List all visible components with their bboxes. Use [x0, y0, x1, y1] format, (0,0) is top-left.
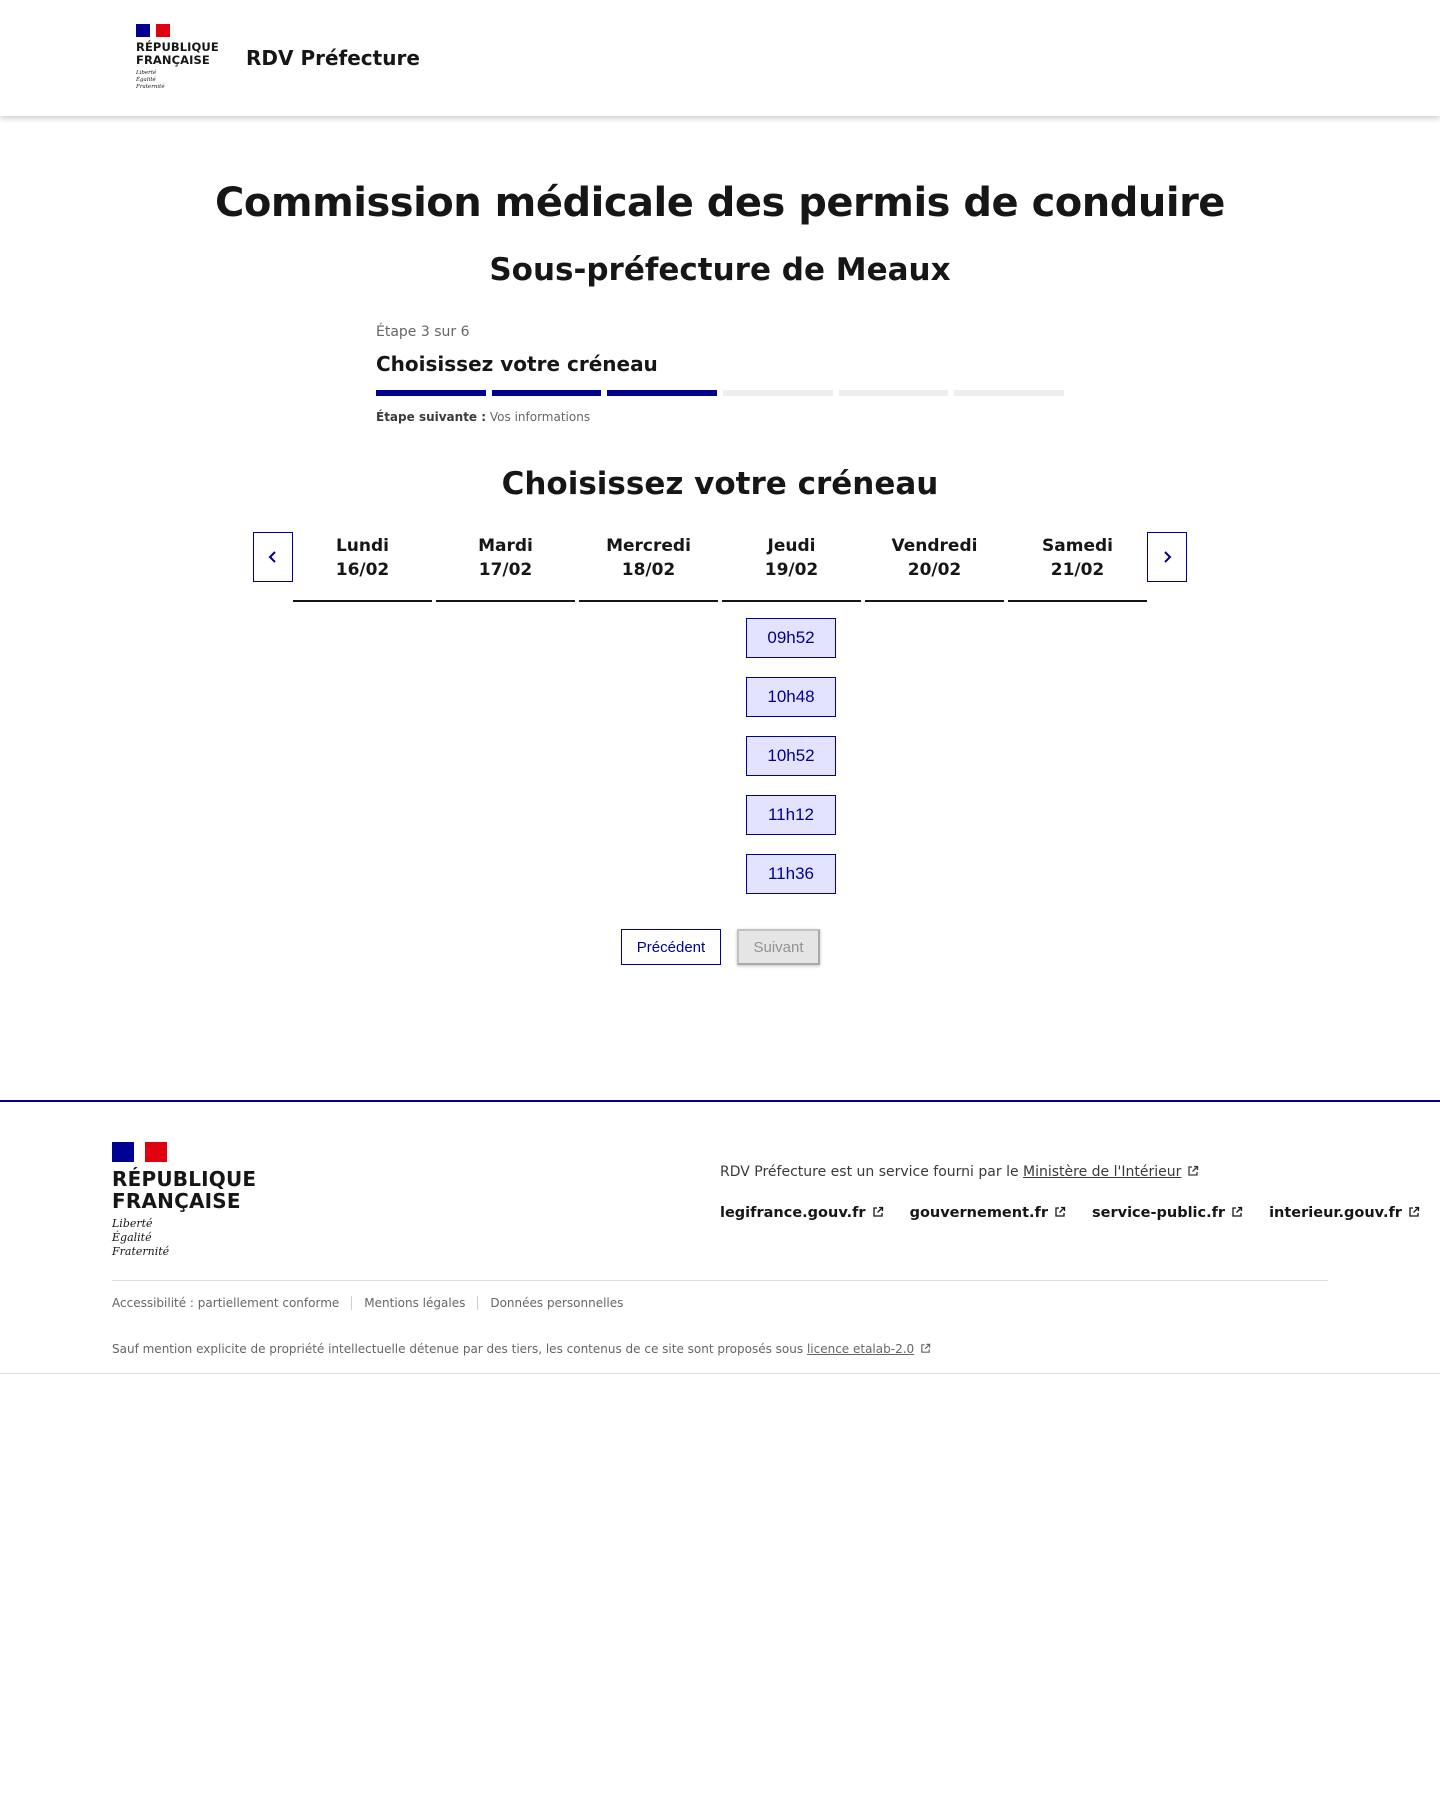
time-slot-button[interactable]: 09h52 [746, 618, 836, 658]
footer-bottom-link[interactable]: Accessibilité : partiellement conforme [112, 1296, 340, 1310]
day-date: 18/02 [621, 560, 676, 580]
step-next-label: Étape suivante : [376, 410, 487, 424]
page-subtitle: Sous-préfecture de Meaux [489, 252, 951, 288]
day-header [722, 532, 861, 602]
day-date: 17/02 [478, 560, 533, 580]
chevron-right-icon [1160, 550, 1174, 564]
step-bar-segment [839, 390, 949, 396]
calendar-prev-button[interactable] [253, 532, 293, 582]
time-slots-column [746, 618, 836, 913]
footer-gov-link[interactable]: service-public.fr [1092, 1205, 1243, 1221]
footer-logo-text: RÉPUBLIQUE FRANÇAISE [112, 1167, 257, 1213]
step-bar-segment [607, 390, 717, 396]
day-date: 16/02 [335, 560, 390, 580]
chevron-left-icon [266, 550, 280, 564]
next-button[interactable]: Suivant [737, 929, 820, 965]
marianne-flag-icon [136, 24, 170, 37]
day-name: Mercredi [606, 536, 691, 556]
day-header [865, 532, 1004, 602]
stepper [376, 324, 1064, 424]
logo-motto: Liberté Égalité Fraternité [136, 70, 165, 90]
site-footer [0, 1100, 1440, 1374]
time-slot-button[interactable]: 11h12 [746, 795, 836, 835]
logo-text: RÉPUBLIQUE FRANÇAISE [136, 40, 219, 67]
footer-license: Sauf mention explicite de propriété intellectuelle détenue par des tiers, les contenus de ce site sont proposés sous licence etalab-2.0 [112, 1342, 931, 1356]
footer-bottom-link[interactable]: Données personnelles [477, 1296, 635, 1310]
footer-divider [112, 1280, 1328, 1281]
step-bar-segment [723, 390, 833, 396]
page-title: Commission médicale des permis de conduire [215, 180, 1225, 226]
footer-bottom-link[interactable]: Mentions légales [351, 1296, 477, 1310]
marianne-flag-icon [112, 1142, 167, 1162]
day-name: Samedi [1042, 536, 1113, 556]
step-next-value: Vos informations [489, 410, 591, 424]
footer-bottom-links [112, 1296, 635, 1310]
footer-gov-link[interactable]: gouvernement.fr [910, 1205, 1066, 1221]
footer-gov-links [720, 1205, 1420, 1221]
footer-gov-link[interactable]: interieur.gouv.fr [1269, 1205, 1420, 1221]
external-link-icon [1054, 1206, 1066, 1218]
time-slot-button[interactable]: 10h48 [746, 677, 836, 717]
day-header [1008, 532, 1147, 602]
external-link-icon [920, 1343, 931, 1354]
footer-republique-francaise-logo[interactable] [112, 1142, 272, 1259]
day-name: Vendredi [891, 536, 978, 556]
day-name: Mardi [478, 536, 533, 556]
day-date: 20/02 [907, 560, 962, 580]
day-name: Lundi [335, 536, 390, 556]
day-header [436, 532, 575, 602]
day-name: Jeudi [767, 536, 816, 556]
time-slot-button[interactable]: 10h52 [746, 736, 836, 776]
step-progress-bar [376, 390, 1064, 396]
site-title[interactable]: RDV Préfecture [246, 46, 420, 70]
day-header [293, 532, 432, 602]
footer-logo-motto: Liberté Égalité Fraternité [112, 1217, 170, 1258]
footer-gov-link[interactable]: legifrance.gouv.fr [720, 1205, 884, 1221]
step-bar-segment [492, 390, 602, 396]
previous-button[interactable]: Précédent [621, 929, 721, 965]
day-date: 21/02 [1050, 560, 1105, 580]
day-date: 19/02 [764, 560, 819, 580]
external-link-icon [872, 1206, 884, 1218]
licence-etalab-link[interactable]: licence etalab-2.0 [807, 1342, 931, 1356]
ministere-interieur-link[interactable]: Ministère de l'Intérieur [1023, 1164, 1199, 1180]
step-next [376, 410, 1064, 424]
day-header [579, 532, 718, 602]
step-title: Choisissez votre créneau [376, 352, 658, 376]
step-bar-segment [954, 390, 1064, 396]
calendar-days [293, 532, 1147, 602]
step-bar-segment [376, 390, 486, 396]
external-link-icon [1408, 1206, 1420, 1218]
calendar-title: Choisissez votre créneau [501, 466, 939, 502]
time-slot-button[interactable]: 11h36 [746, 854, 836, 894]
footer-description: RDV Préfecture est un service fourni par le Ministère de l'Intérieur [720, 1164, 1199, 1180]
external-link-icon [1231, 1206, 1243, 1218]
site-header [0, 0, 1440, 116]
republique-francaise-logo[interactable] [136, 24, 219, 91]
external-link-icon [1187, 1165, 1199, 1177]
calendar-next-button[interactable] [1147, 532, 1187, 582]
step-count: Étape 3 sur 6 [376, 324, 470, 340]
